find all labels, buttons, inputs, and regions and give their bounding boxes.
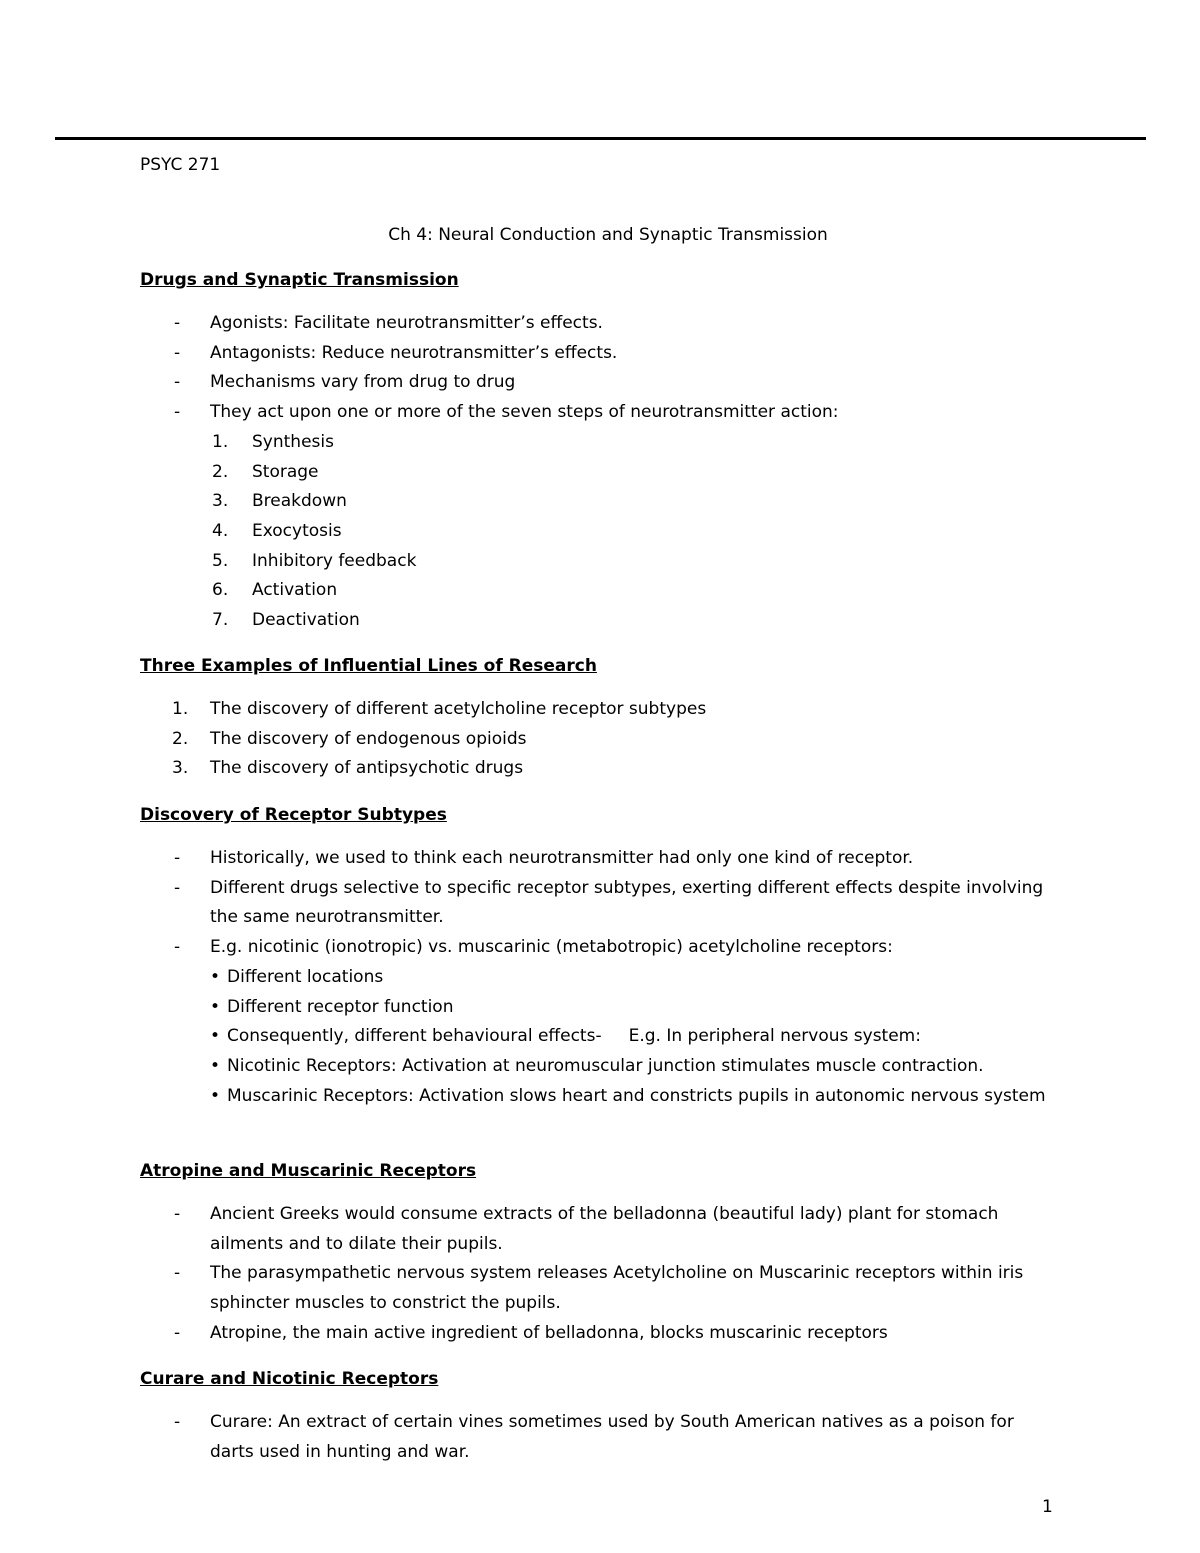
atropine-list: [140, 1200, 1050, 1349]
bullet-marker: •: [210, 1026, 221, 1047]
section-heading-curare: Curare and Nicotinic Receptors: [140, 1369, 439, 1389]
subtypes-list: [140, 844, 1050, 963]
list-item: • Different locations: [140, 963, 1050, 993]
list-item: - The parasympathetic nervous system releases Acetylcholine on Muscarinic receptors within iris sphincter muscles to constrict the pupils.: [140, 1259, 1050, 1318]
list-item: 5. Inhibitory feedback: [212, 550, 417, 571]
list-item: - Historically, we used to think each neurotransmitter had only one kind of receptor.: [140, 844, 1050, 874]
dash-marker: -: [174, 1263, 181, 1284]
list-item: 3. The discovery of antipsychotic drugs: [172, 758, 524, 779]
list-item: • Nicotinic Receptors: Activation at neuromuscular junction stimulates muscle contraction.: [140, 1052, 1050, 1082]
list-item: 1. The discovery of different acetylcholine receptor subtypes: [172, 699, 707, 719]
list-item: - Mechanisms vary from drug to drug: [140, 368, 1140, 398]
list-item: 4. Exocytosis: [212, 520, 342, 541]
dash-marker: -: [174, 342, 181, 363]
list-item: • Muscarinic Receptors: Activation slows heart and constricts pupils in autonomic nervous system: [140, 1082, 1050, 1112]
list-item: • Different receptor function: [140, 993, 1050, 1023]
section-curare: [140, 1368, 1140, 1467]
list-item: - They act upon one or more of the seven steps of neurotransmitter action:: [140, 398, 1140, 428]
examples-list: [140, 695, 1140, 784]
bullet-marker: •: [210, 996, 221, 1017]
bullet-marker: •: [210, 966, 221, 987]
dash-marker: -: [174, 1412, 181, 1432]
dash-marker: -: [174, 402, 181, 423]
list-item: 2. Storage: [212, 461, 319, 482]
section-heading-examples: Three Examples of Influential Lines of Research: [140, 656, 597, 676]
section-heading-drugs: Drugs and Synaptic Transmission: [140, 270, 459, 290]
section-subtypes: [140, 804, 1140, 1111]
section-drugs: [140, 269, 1140, 636]
list-item: 1. Synthesis: [212, 431, 334, 452]
drugs-list: [140, 309, 1140, 428]
dash-marker: -: [174, 372, 181, 393]
section-examples: [140, 655, 1140, 784]
bullet-marker: •: [210, 1085, 221, 1106]
list-item: - E.g. nicotinic (ionotropic) vs. muscarinic (metabotropic) acetylcholine receptors:: [140, 933, 1050, 963]
list-item: 6. Activation: [212, 580, 338, 601]
bullet-marker: •: [210, 1055, 221, 1076]
dash-marker: -: [174, 313, 181, 333]
list-item: - Agonists: Facilitate neurotransmitter’s effects.: [140, 309, 1140, 339]
list-item: • Consequently, different behavioural effects- E.g. In peripheral nervous system:: [140, 1022, 1050, 1052]
list-item: - Different drugs selective to specific receptor subtypes, exerting different effects despite involving the same neurotransmitter.: [140, 874, 1050, 933]
dash-marker: -: [174, 848, 181, 868]
dash-marker: -: [174, 1204, 181, 1224]
dash-marker: -: [174, 937, 181, 958]
subtypes-bullets: [140, 963, 1050, 1112]
list-item: - Atropine, the main active ingredient of belladonna, blocks muscarinic receptors: [140, 1319, 1050, 1349]
course-code: PSYC 271: [140, 155, 221, 175]
section-atropine: [140, 1160, 1140, 1349]
list-item: - Antagonists: Reduce neurotransmitter’s effects.: [140, 339, 1140, 369]
list-item: - Curare: An extract of certain vines sometimes used by South American natives as a poison for darts used in hunting and war.: [140, 1408, 1050, 1467]
list-item: 3. Breakdown: [212, 491, 347, 512]
header-rule: [55, 137, 1146, 140]
steps-list: [140, 428, 1140, 636]
page-number: 1: [1042, 1497, 1053, 1517]
list-item: 7. Deactivation: [212, 610, 360, 631]
list-item: - Ancient Greeks would consume extracts of the belladonna (beautiful lady) plant for stomach ailments and to dilate their pupils.: [140, 1200, 1050, 1259]
dash-marker: -: [174, 877, 181, 898]
dash-marker: -: [174, 1322, 181, 1343]
section-heading-subtypes: Discovery of Receptor Subtypes: [140, 805, 447, 825]
list-item: 2. The discovery of endogenous opioids: [172, 728, 527, 749]
section-heading-atropine: Atropine and Muscarinic Receptors: [140, 1161, 477, 1181]
page-title: Ch 4: Neural Conduction and Synaptic Transmission: [388, 225, 828, 245]
curare-list: [140, 1408, 1050, 1467]
